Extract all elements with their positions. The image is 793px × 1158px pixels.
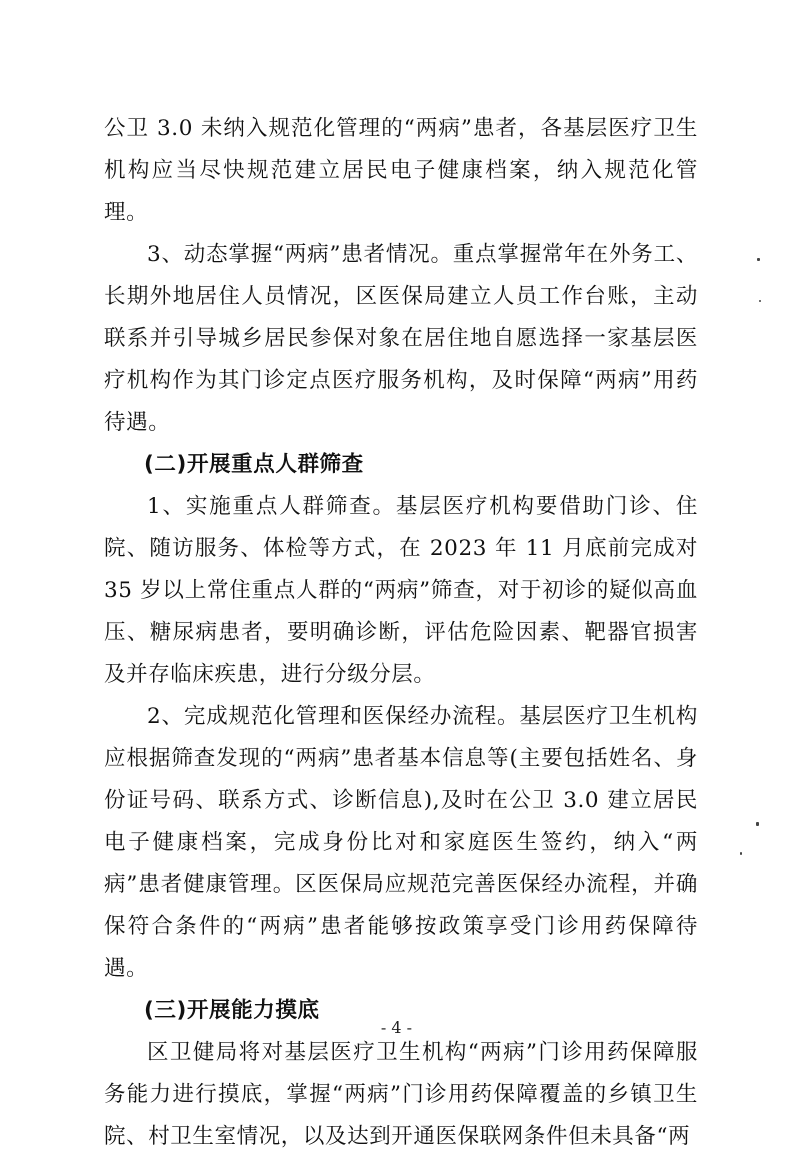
- section-heading-2: (二)开展重点人群筛查: [144, 452, 364, 477]
- scan-speck: [759, 300, 761, 302]
- scan-speck: [756, 822, 759, 826]
- page-number: - 4 -: [380, 1018, 413, 1037]
- scan-speck: [757, 258, 760, 261]
- paragraph-item-1: 1、实施重点人群筛查。基层医疗机构要借助门诊、住院、随访服务、体检等方式，在 2023 年 11 月底前完成对 35 岁以上常住重点人群的“两病”筛查，对于初诊的疑似高血压、糖尿病患者，要明确诊断，评估危险因素、靶器官损害及并存临床疾患，进行分级分层。: [104, 494, 698, 687]
- scan-speck: [740, 852, 742, 855]
- paragraph-item-2: 2、完成规范化管理和医保经办流程。基层医疗卫生机构应根据筛查发现的“两病”患者基本信息等(主要包括姓名、身份证号码、联系方式、诊断信息),及时在公卫 3.0 建立居民电子健康档案，完成身份比对和家庭医生签约，纳入“两病”患者健康管理。区医保局应规范完善医保经办流程，并确保符合条件的“两病”患者能够按政策享受门诊用药保障待遇。: [104, 704, 698, 981]
- document-body: [104, 108, 698, 1158]
- paragraph-capacity: 区卫健局将对基层医疗卫生机构“两病”门诊用药保障服务能力进行摸底，掌握“两病”门诊用药保障覆盖的乡镇卫生院、村卫生室情况，以及达到开通医保联网条件但未具备“两: [104, 1040, 698, 1149]
- paragraph-item-3: 3、动态掌握“两病”患者情况。重点掌握常年在外务工、长期外地居住人员情况，区医保局建立人员工作台账，主动联系并引导城乡居民参保对象在居住地自愿选择一家基层医疗机构作为其门诊定点医疗服务机构，及时保障“两病”用药待遇。: [104, 242, 698, 435]
- section-heading-3: (三)开展能力摸底: [144, 998, 320, 1023]
- paragraph-continuation: 公卫 3.0 未纳入规范化管理的“两病”患者，各基层医疗卫生机构应当尽快规范建立居民电子健康档案，纳入规范化管理。: [104, 116, 698, 225]
